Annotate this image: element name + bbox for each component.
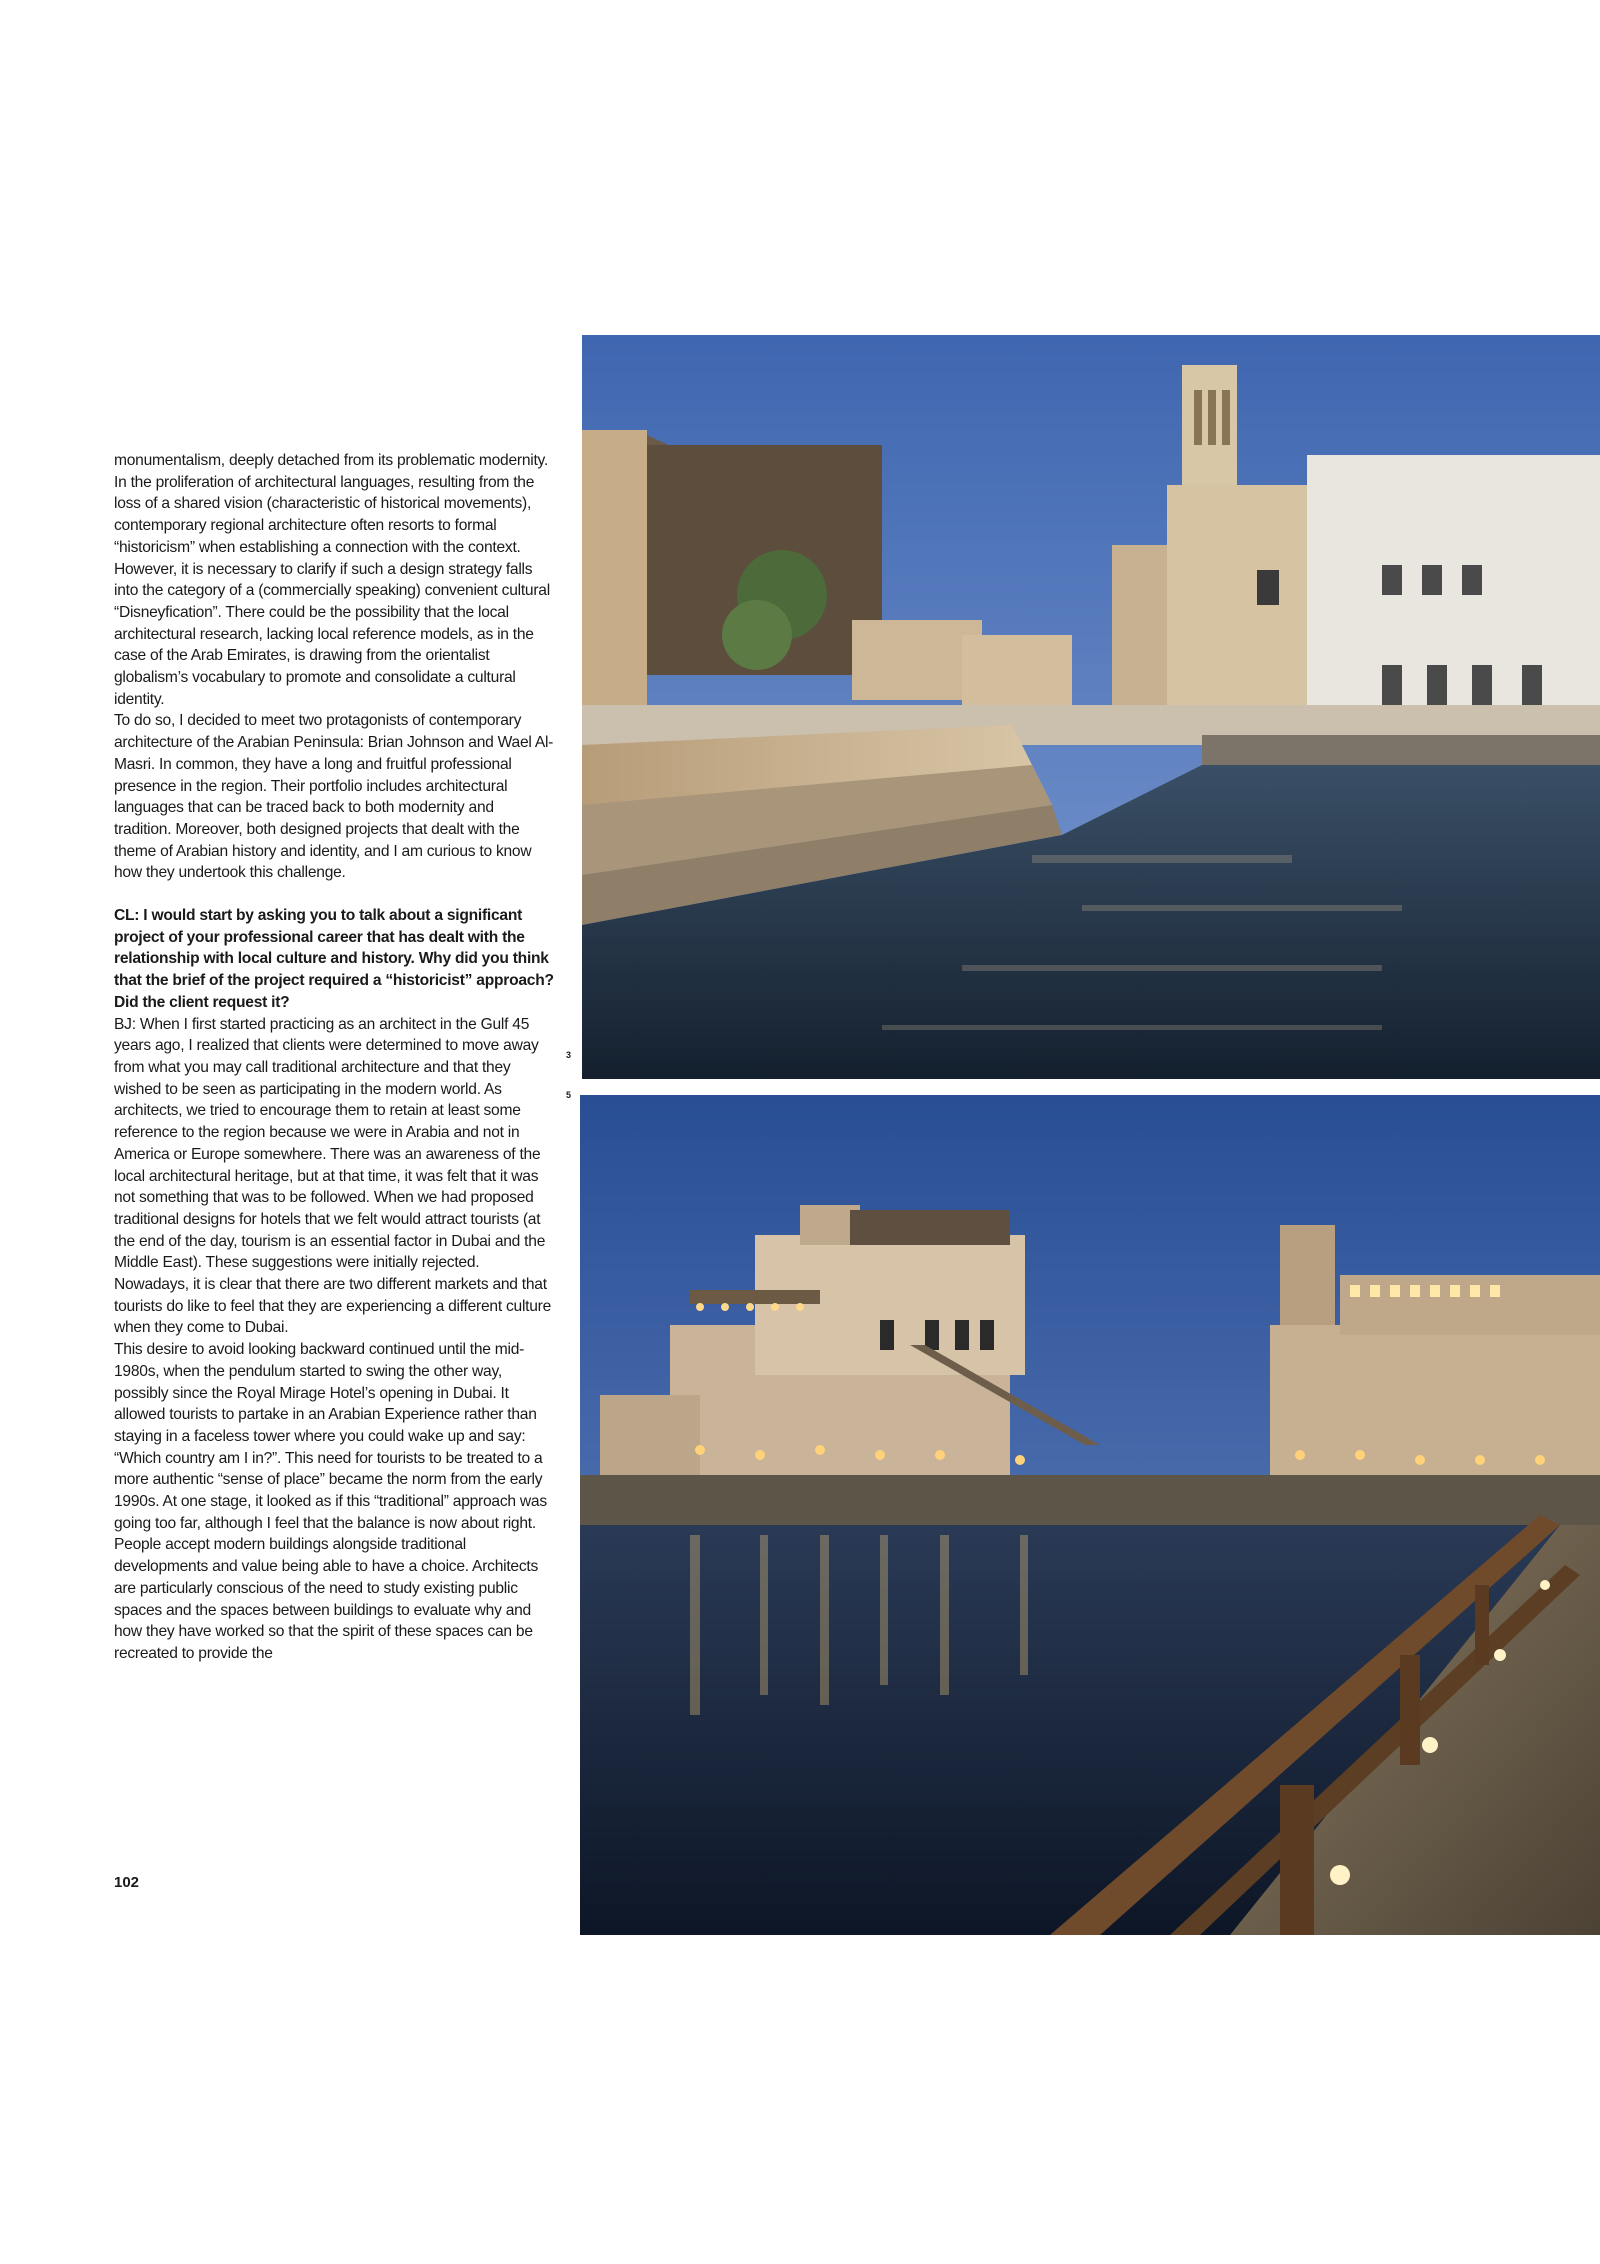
- interview-answer: BJ: When I first started practicing as an architect in the Gulf 45 years ago, I realized that clients were determined to move away from what you may call traditional architecture and that they wished to be seen as participating in the modern world. As architects, we tried to encourage them to retain at least some reference to the region because we were in Arabia and not in America or Europe somewhere. There was an awareness of the local architectural heritage, but at that time, it was felt that it was not something that was to be followed. When we had proposed traditional designs for hotels that we felt would attract tourists (at the end of the day, tourism is an essential factor in Dubai and the Middle East). These suggestions were initially rejected. Nowadays, it is clear that there are two different markets and that tourists do like to feel that they are experiencing a different culture when they come to Dubai.: [114, 1015, 552, 1337]
- photo-daytime-waterfront-image: [582, 335, 1600, 1079]
- article-paragraph: To do so, I decided to meet two protagonists of contemporary architecture of the Arabian Peninsula: Brian Johnson and Wael Al-Masri. In common, they have a long and fruitful professional presence in the region. Their portfolio includes architectural languages that can be traced back to both modernity and tradition. Moreover, both designed projects that dealt with the theme of Arabian history and identity, and I am curious to know how they undertook this challenge.: [114, 712, 554, 882]
- article-paragraph: monumentalism, deeply detached from its problematic modernity. In the proliferation of architectural languages, resulting from the loss of a shared vision (characteristic of historical movements), contemporary regional architecture often resorts to formal “historicism” when establishing a connection with the context. However, it is necessary to clarify if such a design strategy falls into the category of a (commercially speaking) convenient cultural “Disneyfication”. There could be the possibility that the local architectural research, lacking local reference models, as in the case of the Arab Emirates, is drawing from the orientalist globalism’s vocabulary to promote and consolidate a cultural identity.: [114, 452, 550, 708]
- article-column: [114, 450, 554, 1665]
- photo-dusk-waterfront-image: [580, 1095, 1600, 1935]
- photo-dusk-waterfront: [580, 1095, 1600, 1935]
- photo-caption-number: 3: [566, 1050, 572, 1060]
- interview-question: CL: I would start by asking you to talk about a significant project of your professional career that has dealt with the relationship with local culture and history. Why did you think that the brief of the project required a “historicist” approach? Did the client request it?: [114, 907, 554, 1011]
- page-number: 102: [114, 1874, 140, 1891]
- photo-caption-number: 5: [566, 1090, 572, 1100]
- photo-daytime-waterfront: [582, 335, 1600, 1079]
- interview-answer: This desire to avoid looking backward continued until the mid-1980s, when the pendulum started to swing the other way, possibly since the Royal Mirage Hotel’s opening in Dubai. It allowed tourists to partake in an Arabian Experience rather than staying in a faceless tower where you could wake up and say: “Which country am I in?”. This need for tourists to be treated to a more authentic “sense of place” became the norm from the early 1990s. At one stage, it looked as if this “traditional” approach was going too far, although I feel that the balance is now about right. People accept modern buildings alongside traditional developments and value being able to have a choice. Architects are particularly conscious of the need to study existing public spaces and the spaces between buildings to evaluate why and how they have worked so that the spirit of these spaces can be recreated to provide the: [114, 1341, 547, 1662]
